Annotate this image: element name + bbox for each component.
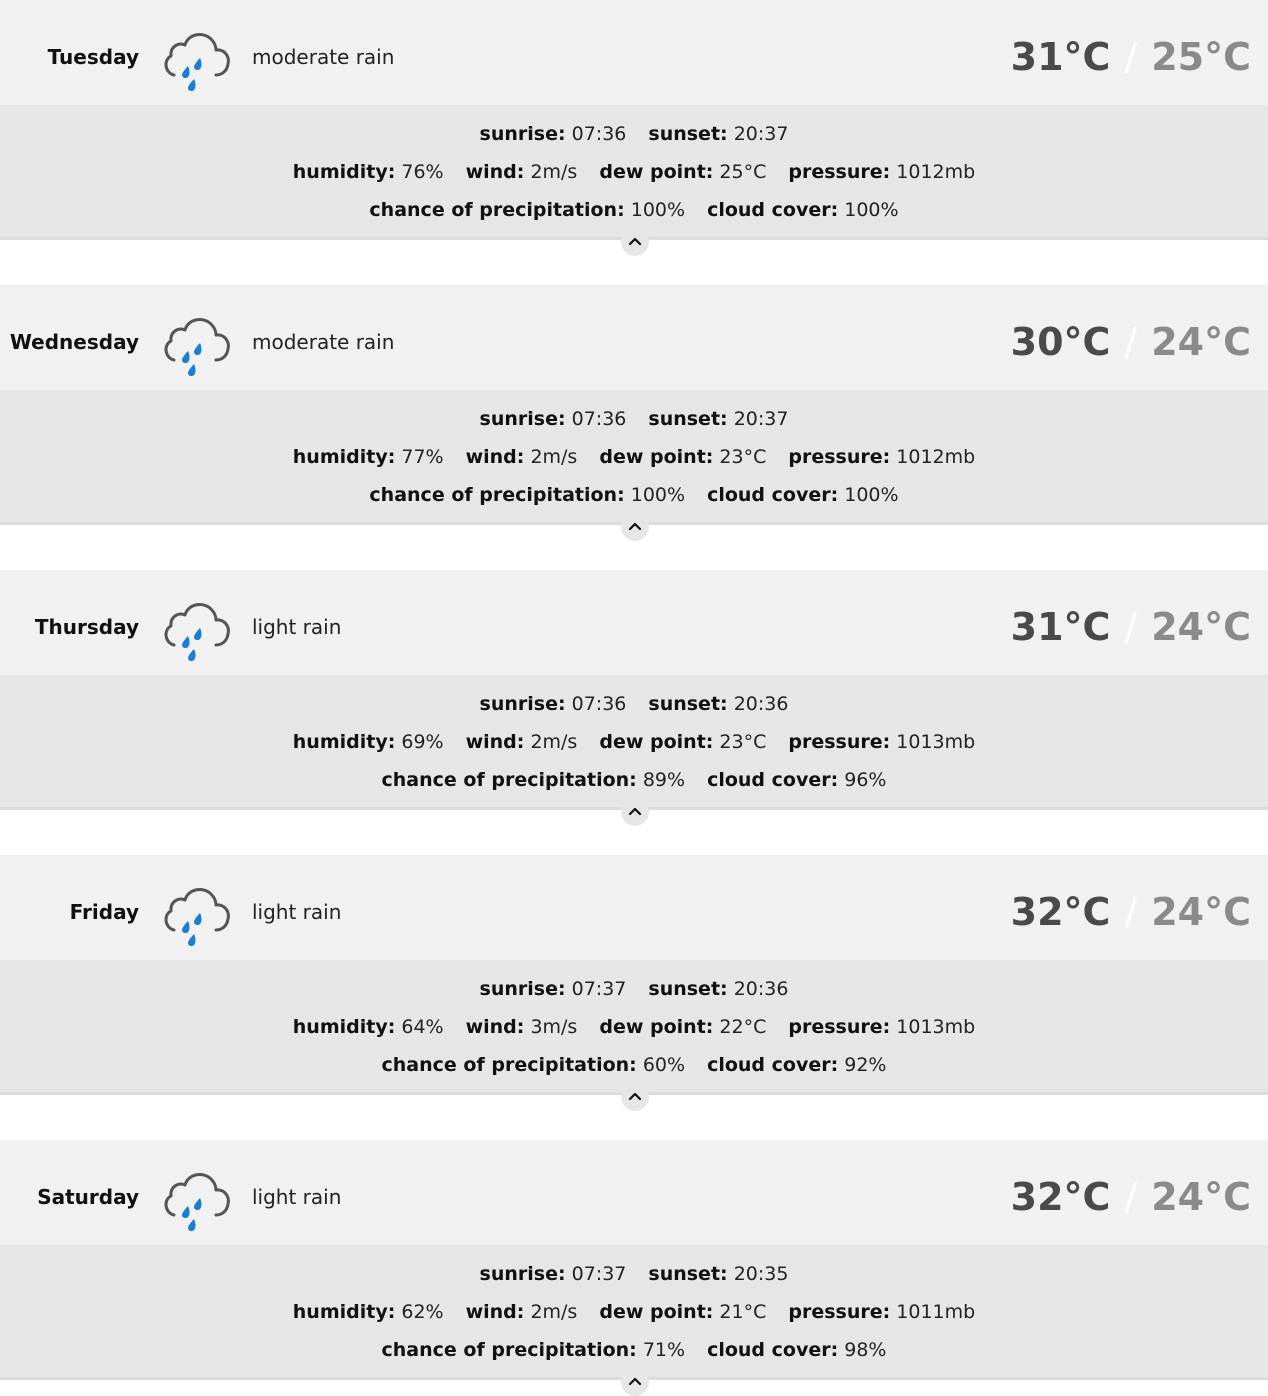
day-details bbox=[0, 675, 1268, 810]
sunset-value: 20:36 bbox=[733, 693, 789, 715]
temp-separator: / bbox=[1124, 605, 1138, 649]
rain-cloud-icon bbox=[160, 598, 232, 664]
day-header[interactable] bbox=[0, 570, 1268, 675]
precip-item bbox=[369, 198, 685, 222]
temp-separator: / bbox=[1124, 320, 1138, 364]
details-row-sun bbox=[0, 692, 1268, 716]
humidity-value: 69% bbox=[401, 731, 444, 753]
wind-item bbox=[466, 445, 578, 469]
pressure-label: pressure: bbox=[788, 1301, 891, 1323]
pressure-value: 1012mb bbox=[896, 446, 976, 468]
details-row-sun bbox=[0, 977, 1268, 1001]
weather-description: light rain bbox=[252, 900, 342, 924]
cloud-cover-label: cloud cover: bbox=[707, 484, 839, 506]
temp-low: 24°C bbox=[1151, 1175, 1251, 1219]
precip-value: 100% bbox=[630, 484, 686, 506]
temp-separator: / bbox=[1124, 890, 1138, 934]
collapse-toggle-button[interactable] bbox=[621, 1083, 649, 1111]
sunset-value: 20:37 bbox=[733, 123, 789, 145]
sunset-label: sunset: bbox=[648, 408, 728, 430]
dew-point-label: dew point: bbox=[599, 731, 714, 753]
sunrise-value: 07:36 bbox=[571, 123, 627, 145]
temperature-range bbox=[1011, 603, 1251, 651]
sunset-item bbox=[648, 1262, 788, 1286]
details-row-conditions bbox=[0, 1300, 1268, 1324]
details-row-sun bbox=[0, 122, 1268, 146]
dew-point-label: dew point: bbox=[599, 446, 714, 468]
weather-description: light rain bbox=[252, 615, 342, 639]
wind-value: 2m/s bbox=[530, 446, 578, 468]
temp-high: 32°C bbox=[1010, 890, 1111, 934]
details-row-conditions bbox=[0, 160, 1268, 184]
sunrise-item bbox=[480, 692, 627, 716]
pressure-item bbox=[788, 1015, 975, 1039]
temp-low: 24°C bbox=[1151, 320, 1251, 364]
sunset-item bbox=[648, 122, 788, 146]
wind-label: wind: bbox=[465, 1301, 525, 1323]
cloud-cover-value: 100% bbox=[844, 199, 899, 221]
humidity-label: humidity: bbox=[292, 446, 396, 468]
dew-point-label: dew point: bbox=[599, 161, 714, 183]
sunrise-label: sunrise: bbox=[479, 123, 566, 145]
weather-description: moderate rain bbox=[252, 45, 395, 69]
sunrise-item bbox=[480, 122, 627, 146]
day-name: Wednesday bbox=[9, 330, 139, 354]
day-header[interactable] bbox=[0, 1140, 1268, 1245]
chevron-up-icon bbox=[628, 519, 642, 533]
precip-value: 71% bbox=[642, 1339, 686, 1361]
sunset-item bbox=[648, 977, 788, 1001]
sunset-item bbox=[648, 692, 788, 716]
cloud-cover-value: 96% bbox=[844, 769, 887, 791]
day-header[interactable] bbox=[0, 0, 1268, 105]
day-name: Tuesday bbox=[47, 45, 139, 69]
collapse-toggle-button[interactable] bbox=[621, 798, 649, 826]
rain-cloud-icon bbox=[160, 313, 232, 379]
precip-label: chance of precipitation: bbox=[369, 199, 625, 221]
details-row-precip bbox=[0, 768, 1268, 792]
sunrise-label: sunrise: bbox=[479, 978, 566, 1000]
collapse-toggle-button[interactable] bbox=[621, 228, 649, 256]
day-details bbox=[0, 1245, 1268, 1380]
pressure-item bbox=[788, 730, 975, 754]
dew-point-value: 21°C bbox=[719, 1301, 767, 1323]
sunset-label: sunset: bbox=[648, 693, 728, 715]
day-name: Thursday bbox=[34, 615, 139, 639]
day-name: Friday bbox=[69, 900, 139, 924]
precip-label: chance of precipitation: bbox=[369, 484, 625, 506]
wind-label: wind: bbox=[465, 731, 525, 753]
day-name: Saturday bbox=[37, 1185, 139, 1209]
day-details bbox=[0, 960, 1268, 1095]
sunset-label: sunset: bbox=[648, 123, 728, 145]
dew-point-item bbox=[599, 730, 766, 754]
humidity-item bbox=[293, 1015, 444, 1039]
weather-description: light rain bbox=[252, 1185, 342, 1209]
details-row-conditions bbox=[0, 445, 1268, 469]
details-row-sun bbox=[0, 407, 1268, 431]
sunrise-label: sunrise: bbox=[479, 408, 566, 430]
cloud-cover-label: cloud cover: bbox=[707, 199, 839, 221]
humidity-label: humidity: bbox=[292, 161, 396, 183]
day-details bbox=[0, 390, 1268, 525]
pressure-value: 1012mb bbox=[896, 161, 976, 183]
cloud-cover-label: cloud cover: bbox=[707, 1339, 839, 1361]
precip-label: chance of precipitation: bbox=[381, 1054, 637, 1076]
details-row-precip bbox=[0, 198, 1268, 222]
dew-point-item bbox=[599, 445, 766, 469]
humidity-label: humidity: bbox=[292, 731, 396, 753]
sunrise-value: 07:37 bbox=[571, 978, 627, 1000]
precip-value: 60% bbox=[642, 1054, 686, 1076]
temp-high: 32°C bbox=[1010, 1175, 1111, 1219]
details-row-precip bbox=[0, 1338, 1268, 1362]
dew-point-label: dew point: bbox=[599, 1301, 714, 1323]
humidity-label: humidity: bbox=[292, 1016, 396, 1038]
pressure-item bbox=[788, 445, 975, 469]
details-row-precip bbox=[0, 1053, 1268, 1077]
humidity-value: 76% bbox=[401, 161, 444, 183]
sunrise-value: 07:36 bbox=[571, 408, 627, 430]
temperature-range bbox=[1011, 1173, 1251, 1221]
cloud-cover-label: cloud cover: bbox=[707, 769, 839, 791]
cloud-cover-value: 100% bbox=[844, 484, 899, 506]
details-row-precip bbox=[0, 483, 1268, 507]
day-header[interactable] bbox=[0, 285, 1268, 390]
cloud-cover-label: cloud cover: bbox=[707, 1054, 839, 1076]
sunset-item bbox=[648, 407, 788, 431]
sunset-label: sunset: bbox=[648, 978, 728, 1000]
chevron-up-icon bbox=[628, 234, 642, 248]
wind-label: wind: bbox=[465, 1016, 525, 1038]
dew-point-item bbox=[599, 1015, 766, 1039]
sunset-value: 20:35 bbox=[733, 1263, 789, 1285]
collapse-toggle-button[interactable] bbox=[621, 1368, 649, 1396]
precip-item bbox=[382, 1338, 686, 1362]
sunset-value: 20:36 bbox=[733, 978, 789, 1000]
wind-value: 3m/s bbox=[530, 1016, 578, 1038]
precip-label: chance of precipitation: bbox=[381, 769, 637, 791]
precip-value: 100% bbox=[630, 199, 686, 221]
humidity-item bbox=[293, 1300, 444, 1324]
temperature-range bbox=[1011, 888, 1251, 936]
details-row-conditions bbox=[0, 730, 1268, 754]
temp-separator: / bbox=[1124, 1175, 1138, 1219]
dew-point-value: 22°C bbox=[719, 1016, 767, 1038]
dew-point-item bbox=[599, 160, 766, 184]
pressure-item bbox=[788, 1300, 975, 1324]
humidity-value: 62% bbox=[401, 1301, 444, 1323]
cloud-cover-item bbox=[707, 198, 899, 222]
dew-point-value: 25°C bbox=[719, 161, 767, 183]
wind-item bbox=[466, 1015, 578, 1039]
sunset-value: 20:37 bbox=[733, 408, 789, 430]
cloud-cover-item bbox=[707, 1053, 886, 1077]
pressure-label: pressure: bbox=[788, 731, 891, 753]
humidity-value: 64% bbox=[401, 1016, 444, 1038]
pressure-value: 1011mb bbox=[896, 1301, 976, 1323]
sunrise-value: 07:36 bbox=[571, 693, 627, 715]
chevron-up-icon bbox=[628, 804, 642, 818]
precip-item bbox=[382, 768, 686, 792]
temp-low: 24°C bbox=[1151, 890, 1251, 934]
humidity-item bbox=[293, 730, 444, 754]
cloud-cover-value: 92% bbox=[844, 1054, 887, 1076]
rain-cloud-icon bbox=[160, 28, 232, 94]
day-details bbox=[0, 105, 1268, 240]
sunrise-item bbox=[480, 1262, 627, 1286]
dew-point-item bbox=[599, 1300, 766, 1324]
chevron-up-icon bbox=[628, 1374, 642, 1388]
pressure-label: pressure: bbox=[788, 1016, 891, 1038]
temp-low: 25°C bbox=[1151, 35, 1251, 79]
sunrise-value: 07:37 bbox=[571, 1263, 627, 1285]
pressure-label: pressure: bbox=[788, 446, 891, 468]
chevron-up-icon bbox=[628, 1089, 642, 1103]
temperature-range bbox=[1011, 318, 1251, 366]
dew-point-value: 23°C bbox=[719, 731, 767, 753]
rain-cloud-icon bbox=[160, 1168, 232, 1234]
temp-high: 30°C bbox=[1010, 320, 1111, 364]
temp-high: 31°C bbox=[1010, 605, 1111, 649]
temperature-range bbox=[1011, 33, 1251, 81]
dew-point-value: 23°C bbox=[719, 446, 767, 468]
cloud-cover-item bbox=[707, 768, 886, 792]
collapse-toggle-button[interactable] bbox=[621, 513, 649, 541]
pressure-label: pressure: bbox=[788, 161, 891, 183]
dew-point-label: dew point: bbox=[599, 1016, 714, 1038]
wind-value: 2m/s bbox=[530, 161, 578, 183]
wind-value: 2m/s bbox=[530, 731, 578, 753]
wind-item bbox=[466, 1300, 578, 1324]
precip-item bbox=[382, 1053, 686, 1077]
wind-item bbox=[466, 160, 578, 184]
wind-label: wind: bbox=[465, 446, 525, 468]
humidity-item bbox=[293, 160, 444, 184]
pressure-value: 1013mb bbox=[896, 731, 976, 753]
sunrise-label: sunrise: bbox=[479, 1263, 566, 1285]
day-header[interactable] bbox=[0, 855, 1268, 960]
cloud-cover-item bbox=[707, 1338, 886, 1362]
weather-description: moderate rain bbox=[252, 330, 395, 354]
rain-cloud-icon bbox=[160, 883, 232, 949]
cloud-cover-item bbox=[707, 483, 899, 507]
temp-high: 31°C bbox=[1010, 35, 1111, 79]
wind-item bbox=[466, 730, 578, 754]
wind-label: wind: bbox=[465, 161, 525, 183]
temp-low: 24°C bbox=[1151, 605, 1251, 649]
details-row-conditions bbox=[0, 1015, 1268, 1039]
sunset-label: sunset: bbox=[648, 1263, 728, 1285]
precip-label: chance of precipitation: bbox=[381, 1339, 637, 1361]
precip-value: 89% bbox=[642, 769, 686, 791]
pressure-item bbox=[788, 160, 975, 184]
sunrise-item bbox=[480, 407, 627, 431]
wind-value: 2m/s bbox=[530, 1301, 578, 1323]
details-row-sun bbox=[0, 1262, 1268, 1286]
pressure-value: 1013mb bbox=[896, 1016, 976, 1038]
sunrise-item bbox=[480, 977, 627, 1001]
temp-separator: / bbox=[1124, 35, 1138, 79]
cloud-cover-value: 98% bbox=[844, 1339, 887, 1361]
humidity-label: humidity: bbox=[292, 1301, 396, 1323]
humidity-value: 77% bbox=[401, 446, 444, 468]
humidity-item bbox=[293, 445, 444, 469]
precip-item bbox=[369, 483, 685, 507]
sunrise-label: sunrise: bbox=[479, 693, 566, 715]
